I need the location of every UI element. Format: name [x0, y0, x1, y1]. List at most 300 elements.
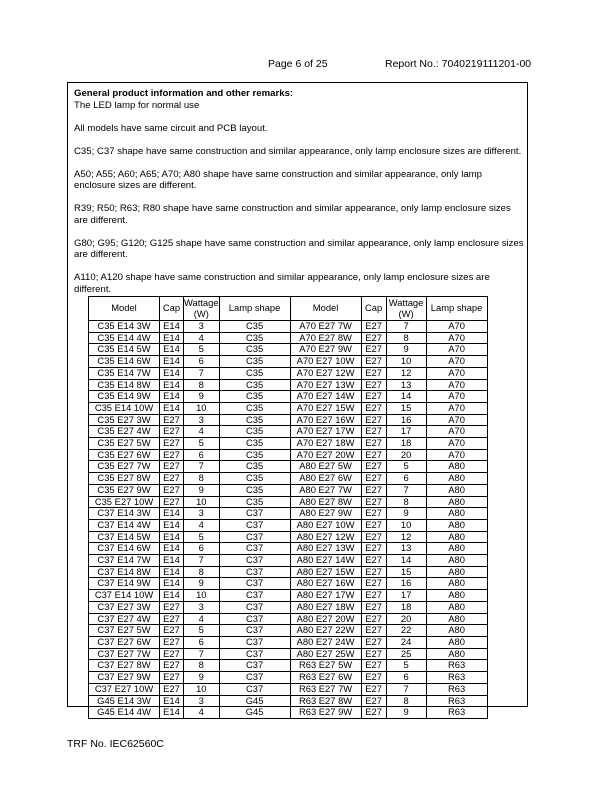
cell-lamp-shape: C35	[219, 496, 290, 508]
cell-lamp-shape: C35	[219, 332, 290, 344]
cell-wattage: 9	[386, 344, 426, 356]
cell-cap: E27	[361, 683, 386, 695]
cell-wattage: 8	[184, 379, 220, 391]
cell-lamp-shape: A70	[426, 414, 487, 426]
cell-lamp-shape: C35	[219, 356, 290, 368]
remarks-paragraph: The LED lamp for normal use	[74, 99, 200, 111]
cell-cap: E27	[361, 402, 386, 414]
cell-model: R63 E27 8W	[290, 695, 361, 707]
cell-cap: E27	[361, 566, 386, 578]
cell-lamp-shape: A80	[426, 555, 487, 567]
cell-cap: E27	[361, 426, 386, 438]
cell-model: A80 E27 24W	[290, 636, 361, 648]
cell-cap: E27	[361, 508, 386, 520]
cell-wattage: 17	[386, 590, 426, 602]
cell-cap: E27	[361, 519, 386, 531]
table-row	[89, 695, 488, 707]
cell-model: A80 E27 8W	[290, 496, 361, 508]
cell-model: A70 E27 18W	[290, 438, 361, 450]
cell-cap: E27	[361, 625, 386, 637]
cell-model: C37 E14 6W	[89, 543, 160, 555]
cell-cap: E14	[160, 566, 184, 578]
cell-cap: E14	[160, 379, 184, 391]
cell-model: C35 E27 4W	[89, 426, 160, 438]
cell-cap: E27	[361, 695, 386, 707]
cell-model: A80 E27 25W	[290, 648, 361, 660]
cell-model: C35 E14 6W	[89, 356, 160, 368]
cell-lamp-shape: G45	[219, 707, 290, 719]
cell-wattage: 7	[386, 484, 426, 496]
cell-cap: E27	[361, 636, 386, 648]
cell-cap: E27	[361, 707, 386, 719]
cell-cap: E27	[160, 426, 184, 438]
cell-wattage: 9	[184, 484, 220, 496]
cell-model: R63 E27 7W	[290, 683, 361, 695]
cell-cap: E14	[160, 402, 184, 414]
table-row	[89, 379, 488, 391]
cell-model: C37 E14 10W	[89, 590, 160, 602]
cell-model: A70 E27 9W	[290, 344, 361, 356]
table-body	[89, 321, 488, 719]
cell-lamp-shape: A80	[426, 531, 487, 543]
cell-lamp-shape: A80	[426, 648, 487, 660]
cell-model: A80 E27 14W	[290, 555, 361, 567]
model-table	[88, 296, 488, 719]
table-row	[89, 660, 488, 672]
cell-wattage: 3	[184, 601, 220, 613]
cell-model: C37 E27 10W	[89, 683, 160, 695]
cell-lamp-shape: C37	[219, 613, 290, 625]
table-row	[89, 484, 488, 496]
cell-cap: E27	[160, 660, 184, 672]
cell-model: C35 E14 4W	[89, 332, 160, 344]
cell-cap: E27	[160, 636, 184, 648]
cell-model: A80 E27 6W	[290, 473, 361, 485]
cell-model: C37 E27 4W	[89, 613, 160, 625]
col-header-wattage: Wattage (W)	[386, 297, 426, 321]
cell-cap: E27	[361, 332, 386, 344]
cell-cap: E27	[160, 414, 184, 426]
cell-model: A70 E27 8W	[290, 332, 361, 344]
cell-wattage: 4	[184, 519, 220, 531]
cell-wattage: 9	[184, 578, 220, 590]
cell-wattage: 14	[386, 555, 426, 567]
cell-model: C37 E14 3W	[89, 508, 160, 520]
cell-wattage: 3	[184, 508, 220, 520]
cell-lamp-shape: C37	[219, 648, 290, 660]
table-row	[89, 461, 488, 473]
cell-wattage: 7	[386, 321, 426, 333]
remarks-paragraph: A110; A120 shape have same construction and similar appearance, only lamp enclosure sizes are different.	[74, 272, 490, 295]
cell-lamp-shape: C35	[219, 426, 290, 438]
table-header-row	[89, 297, 488, 321]
cell-wattage: 7	[184, 461, 220, 473]
cell-lamp-shape: A70	[426, 449, 487, 461]
cell-wattage: 5	[184, 344, 220, 356]
remarks-box	[67, 82, 528, 718]
cell-wattage: 10	[184, 683, 220, 695]
cell-lamp-shape: A70	[426, 356, 487, 368]
cell-lamp-shape: A80	[426, 496, 487, 508]
cell-cap: E14	[160, 555, 184, 567]
table-row	[89, 356, 488, 368]
cell-wattage: 4	[184, 707, 220, 719]
cell-wattage: 18	[386, 438, 426, 450]
remarks-content	[74, 88, 524, 295]
table-row	[89, 449, 488, 461]
cell-cap: E27	[361, 391, 386, 403]
cell-lamp-shape: C35	[219, 321, 290, 333]
cell-model: C37 E14 4W	[89, 519, 160, 531]
col-header-lamp-shape: Lamp shape	[426, 297, 487, 321]
cell-wattage: 10	[386, 519, 426, 531]
cell-model: C35 E27 5W	[89, 438, 160, 450]
cell-wattage: 14	[386, 391, 426, 403]
cell-lamp-shape: C37	[219, 660, 290, 672]
cell-lamp-shape: A80	[426, 461, 487, 473]
cell-wattage: 4	[184, 426, 220, 438]
cell-cap: E27	[160, 484, 184, 496]
cell-model: A80 E27 5W	[290, 461, 361, 473]
cell-cap: E27	[160, 648, 184, 660]
cell-cap: E27	[361, 414, 386, 426]
cell-cap: E14	[160, 508, 184, 520]
cell-cap: E27	[361, 672, 386, 684]
cell-model: R63 E27 5W	[290, 660, 361, 672]
cell-wattage: 20	[386, 449, 426, 461]
cell-wattage: 6	[184, 449, 220, 461]
cell-cap: E27	[160, 613, 184, 625]
cell-model: A70 E27 20W	[290, 449, 361, 461]
cell-wattage: 10	[184, 496, 220, 508]
cell-lamp-shape: R63	[426, 707, 487, 719]
cell-cap: E27	[361, 601, 386, 613]
remarks-paragraph: All models have same circuit and PCB layout.	[74, 122, 268, 134]
cell-wattage: 8	[184, 660, 220, 672]
table-row	[89, 332, 488, 344]
cell-wattage: 15	[386, 402, 426, 414]
report-number: Report No.: 7040219111201-00	[385, 58, 532, 70]
cell-wattage: 3	[184, 321, 220, 333]
table-row	[89, 426, 488, 438]
cell-lamp-shape: R63	[426, 683, 487, 695]
cell-cap: E27	[361, 590, 386, 602]
cell-cap: E14	[160, 321, 184, 333]
cell-model: C37 E27 6W	[89, 636, 160, 648]
cell-cap: E27	[160, 625, 184, 637]
cell-cap: E27	[361, 531, 386, 543]
table-row	[89, 543, 488, 555]
cell-model: C37 E14 5W	[89, 531, 160, 543]
cell-lamp-shape: C35	[219, 484, 290, 496]
cell-wattage: 20	[386, 613, 426, 625]
cell-cap: E14	[160, 332, 184, 344]
cell-cap: E27	[160, 438, 184, 450]
cell-cap: E27	[160, 461, 184, 473]
cell-wattage: 8	[386, 496, 426, 508]
table-row	[89, 578, 488, 590]
cell-cap: E27	[160, 496, 184, 508]
cell-lamp-shape: C37	[219, 683, 290, 695]
cell-lamp-shape: R63	[426, 660, 487, 672]
cell-lamp-shape: A80	[426, 484, 487, 496]
cell-cap: E27	[361, 555, 386, 567]
cell-wattage: 12	[386, 531, 426, 543]
cell-wattage: 7	[184, 555, 220, 567]
cell-lamp-shape: A70	[426, 402, 487, 414]
cell-model: C35 E14 3W	[89, 321, 160, 333]
cell-cap: E14	[160, 578, 184, 590]
table-row	[89, 566, 488, 578]
cell-cap: E27	[160, 601, 184, 613]
cell-model: C37 E14 7W	[89, 555, 160, 567]
cell-cap: E14	[160, 590, 184, 602]
col-header-model: Model	[89, 297, 160, 321]
remarks-paragraph: R39; R50; R63; R80 shape have same construction and similar appearance, only lamp enclosure sizes are different.	[74, 203, 511, 226]
cell-cap: E14	[160, 531, 184, 543]
cell-model: R63 E27 9W	[290, 707, 361, 719]
cell-lamp-shape: A80	[426, 590, 487, 602]
cell-lamp-shape: A70	[426, 379, 487, 391]
table-row	[89, 613, 488, 625]
cell-lamp-shape: C37	[219, 578, 290, 590]
cell-model: A80 E27 9W	[290, 508, 361, 520]
cell-model: C37 E27 9W	[89, 672, 160, 684]
cell-lamp-shape: C37	[219, 590, 290, 602]
cell-model: R63 E27 6W	[290, 672, 361, 684]
remarks-paragraph: C35; C37 shape have same construction and similar appearance, only lamp enclosure sizes are different.	[74, 145, 522, 157]
table-row	[89, 367, 488, 379]
cell-lamp-shape: C37	[219, 601, 290, 613]
cell-wattage: 17	[386, 426, 426, 438]
table-row	[89, 531, 488, 543]
cell-wattage: 12	[386, 367, 426, 379]
table-row	[89, 414, 488, 426]
cell-cap: E27	[160, 672, 184, 684]
cell-lamp-shape: C35	[219, 344, 290, 356]
cell-wattage: 3	[184, 414, 220, 426]
cell-wattage: 18	[386, 601, 426, 613]
col-header-cap: Cap	[361, 297, 386, 321]
cell-model: A80 E27 13W	[290, 543, 361, 555]
remarks-paragraph: A50; A55; A60; A65; A70; A80 shape have same construction and similar appearance, only lamp enclosure sizes are different.	[74, 168, 482, 191]
cell-lamp-shape: C37	[219, 531, 290, 543]
cell-wattage: 13	[386, 543, 426, 555]
cell-wattage: 6	[184, 636, 220, 648]
cell-wattage: 6	[386, 672, 426, 684]
table-row	[89, 555, 488, 567]
cell-cap: E27	[361, 321, 386, 333]
cell-wattage: 16	[386, 414, 426, 426]
cell-wattage: 3	[184, 695, 220, 707]
cell-model: A70 E27 10W	[290, 356, 361, 368]
cell-lamp-shape: A80	[426, 601, 487, 613]
table-row	[89, 473, 488, 485]
col-header-cap: Cap	[160, 297, 184, 321]
cell-cap: E27	[361, 613, 386, 625]
cell-lamp-shape: G45	[219, 695, 290, 707]
cell-lamp-shape: A80	[426, 543, 487, 555]
cell-model: A80 E27 17W	[290, 590, 361, 602]
cell-lamp-shape: C35	[219, 402, 290, 414]
cell-wattage: 6	[184, 543, 220, 555]
cell-wattage: 25	[386, 648, 426, 660]
cell-wattage: 7	[184, 648, 220, 660]
cell-cap: E14	[160, 391, 184, 403]
cell-wattage: 8	[184, 473, 220, 485]
cell-cap: E27	[361, 344, 386, 356]
cell-model: A70 E27 14W	[290, 391, 361, 403]
cell-wattage: 5	[386, 461, 426, 473]
cell-lamp-shape: A70	[426, 367, 487, 379]
cell-model: C35 E14 5W	[89, 344, 160, 356]
cell-lamp-shape: C35	[219, 414, 290, 426]
cell-wattage: 8	[184, 566, 220, 578]
cell-lamp-shape: C37	[219, 625, 290, 637]
cell-cap: E14	[160, 519, 184, 531]
cell-model: C37 E14 8W	[89, 566, 160, 578]
cell-cap: E14	[160, 707, 184, 719]
cell-lamp-shape: C35	[219, 391, 290, 403]
cell-wattage: 15	[386, 566, 426, 578]
table-row	[89, 391, 488, 403]
cell-lamp-shape: A80	[426, 519, 487, 531]
cell-lamp-shape: C35	[219, 438, 290, 450]
cell-cap: E27	[361, 356, 386, 368]
table-row	[89, 402, 488, 414]
cell-lamp-shape: A80	[426, 566, 487, 578]
page-number: Page 6 of 25	[268, 58, 328, 70]
cell-lamp-shape: A80	[426, 508, 487, 520]
cell-model: A80 E27 16W	[290, 578, 361, 590]
cell-cap: E14	[160, 367, 184, 379]
cell-lamp-shape: A70	[426, 332, 487, 344]
remarks-paragraph: G80; G95; G120; G125 shape have same construction and similar appearance, only lamp enclosure sizes are different.	[74, 237, 524, 260]
cell-model: A70 E27 16W	[290, 414, 361, 426]
cell-wattage: 22	[386, 625, 426, 637]
cell-model: C35 E27 7W	[89, 461, 160, 473]
cell-lamp-shape: C37	[219, 508, 290, 520]
cell-cap: E27	[361, 484, 386, 496]
cell-model: A80 E27 12W	[290, 531, 361, 543]
cell-lamp-shape: C35	[219, 379, 290, 391]
cell-lamp-shape: A80	[426, 636, 487, 648]
cell-wattage: 10	[184, 590, 220, 602]
cell-lamp-shape: A80	[426, 578, 487, 590]
cell-cap: E27	[361, 367, 386, 379]
table-row	[89, 496, 488, 508]
col-header-model: Model	[290, 297, 361, 321]
cell-cap: E27	[361, 449, 386, 461]
cell-wattage: 8	[386, 332, 426, 344]
cell-wattage: 9	[184, 391, 220, 403]
cell-wattage: 4	[184, 613, 220, 625]
table-row	[89, 344, 488, 356]
table-row	[89, 683, 488, 695]
cell-model: C35 E27 3W	[89, 414, 160, 426]
cell-model: A70 E27 15W	[290, 402, 361, 414]
table-row	[89, 672, 488, 684]
cell-cap: E27	[361, 496, 386, 508]
cell-cap: E27	[361, 379, 386, 391]
cell-lamp-shape: A70	[426, 321, 487, 333]
cell-lamp-shape: R63	[426, 672, 487, 684]
table-row	[89, 321, 488, 333]
cell-lamp-shape: C35	[219, 461, 290, 473]
cell-lamp-shape: C35	[219, 473, 290, 485]
cell-model: A70 E27 17W	[290, 426, 361, 438]
cell-cap: E27	[361, 578, 386, 590]
cell-lamp-shape: C35	[219, 367, 290, 379]
cell-model: C37 E14 9W	[89, 578, 160, 590]
cell-lamp-shape: A70	[426, 344, 487, 356]
cell-model: A80 E27 22W	[290, 625, 361, 637]
cell-cap: E27	[361, 461, 386, 473]
col-header-wattage: Wattage (W)	[184, 297, 219, 319]
cell-wattage: 9	[386, 707, 426, 719]
cell-wattage: 9	[386, 508, 426, 520]
cell-wattage: 5	[386, 660, 426, 672]
table-row	[89, 438, 488, 450]
cell-wattage: 9	[184, 672, 220, 684]
cell-model: A80 E27 20W	[290, 613, 361, 625]
table-row	[89, 601, 488, 613]
cell-lamp-shape: A80	[426, 613, 487, 625]
cell-wattage: 16	[386, 578, 426, 590]
col-header-lamp-shape: Lamp shape	[219, 297, 290, 321]
table-row	[89, 707, 488, 719]
cell-model: A80 E27 15W	[290, 566, 361, 578]
cell-cap: E14	[160, 356, 184, 368]
cell-model: C35 E14 8W	[89, 379, 160, 391]
table-row	[89, 519, 488, 531]
cell-wattage: 6	[184, 356, 220, 368]
cell-model: G45 E14 3W	[89, 695, 160, 707]
cell-wattage: 10	[386, 356, 426, 368]
cell-lamp-shape: C37	[219, 672, 290, 684]
cell-model: A70 E27 13W	[290, 379, 361, 391]
cell-lamp-shape: A80	[426, 473, 487, 485]
table-row	[89, 590, 488, 602]
cell-cap: E27	[361, 648, 386, 660]
cell-model: C35 E27 8W	[89, 473, 160, 485]
cell-wattage: 4	[184, 332, 220, 344]
cell-model: C37 E27 7W	[89, 648, 160, 660]
table-row	[89, 508, 488, 520]
cell-model: A80 E27 10W	[290, 519, 361, 531]
cell-wattage: 24	[386, 636, 426, 648]
cell-cap: E27	[361, 543, 386, 555]
table-row	[89, 648, 488, 660]
cell-lamp-shape: C37	[219, 636, 290, 648]
cell-wattage: 5	[184, 625, 220, 637]
cell-wattage: 10	[184, 402, 220, 414]
cell-cap: E27	[160, 449, 184, 461]
cell-wattage: 5	[184, 438, 220, 450]
cell-wattage: 6	[386, 473, 426, 485]
cell-lamp-shape: C35	[219, 449, 290, 461]
cell-model: C35 E14 9W	[89, 391, 160, 403]
remarks-title: General product information and other remarks:	[74, 88, 294, 99]
cell-model: C35 E27 10W	[89, 496, 160, 508]
cell-model: C35 E14 7W	[89, 367, 160, 379]
cell-cap: E14	[160, 344, 184, 356]
cell-lamp-shape: A70	[426, 438, 487, 450]
page-header	[0, 58, 600, 72]
table-row	[89, 625, 488, 637]
cell-cap: E27	[361, 660, 386, 672]
cell-lamp-shape: A70	[426, 391, 487, 403]
